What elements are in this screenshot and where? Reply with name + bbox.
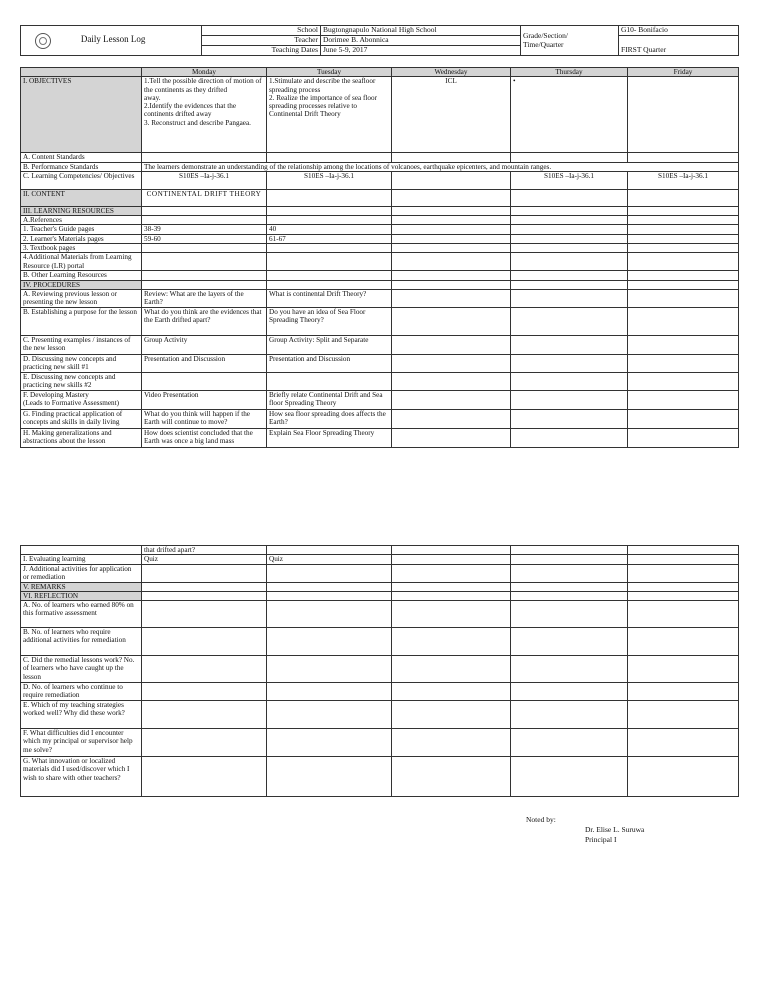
row-span-cell: The learners demonstrate an understanding of the relationship among the locations of volcanoes, earthquake epicenters, and mountain ranges.	[142, 162, 739, 171]
row-label: A. Content Standards	[21, 153, 142, 162]
day-cell-friday	[628, 253, 739, 271]
row-label: G. Finding practical application of concepts and skills in daily living	[21, 409, 142, 428]
day-cell-tuesday	[267, 591, 392, 600]
day-cell-monday	[142, 628, 267, 656]
day-cell-monday: S10ES –Ia-j-36.1	[142, 171, 267, 189]
day-cell-friday	[628, 582, 739, 591]
day-cell-thursday	[511, 409, 628, 428]
day-cell-friday	[628, 601, 739, 628]
day-cell-monday	[142, 271, 267, 280]
day-cell-friday	[628, 428, 739, 447]
day-cell-thursday	[511, 390, 628, 409]
day-cell-friday	[628, 153, 739, 162]
day-cell-wednesday	[392, 171, 511, 189]
day-cell-tuesday	[267, 153, 392, 162]
day-cell-tuesday: Presentation and Discussion	[267, 354, 392, 372]
table-row	[21, 729, 739, 757]
table-row	[21, 757, 739, 797]
row-label: VI. REFLECTION	[21, 591, 142, 600]
table-row	[21, 628, 739, 656]
day-cell-friday	[628, 234, 739, 243]
day-cell-friday	[628, 216, 739, 225]
noted-by-label: Noted by:	[526, 815, 556, 824]
row-label: F. What difficulties did I encounter which my principal or supervisor help me solve?	[21, 729, 142, 757]
principal-position: Principal I	[585, 835, 617, 844]
row-label: B. Other Learning Resources	[21, 271, 142, 280]
day-cell-thursday	[511, 656, 628, 683]
day-cell-tuesday	[267, 243, 392, 252]
row-label	[21, 546, 142, 555]
day-cell-thursday: S10ES –Ia-j-36.1	[511, 171, 628, 189]
row-label: B. No. of learners who require additional activities for remediation	[21, 628, 142, 656]
day-cell-friday	[628, 757, 739, 797]
day-header-wednesday: Wednesday	[392, 68, 511, 77]
lesson-table-page2	[20, 545, 739, 797]
table-row	[21, 225, 739, 234]
day-cell-wednesday	[392, 564, 511, 582]
day-cell-tuesday	[267, 372, 392, 390]
day-cell-friday	[628, 555, 739, 564]
row-label: C. Presenting examples / instances of the new lesson	[21, 335, 142, 354]
deped-seal-icon	[35, 33, 51, 49]
day-cell-wednesday: ICL	[392, 77, 511, 153]
grade-section-value: G10- Bonifacio	[619, 26, 739, 36]
row-label: D. No. of learners who continue to require remediation	[21, 683, 142, 701]
teacher-value: Dorimee B. Abonnica	[321, 36, 521, 46]
day-cell-monday	[142, 206, 267, 215]
day-cell-thursday	[511, 428, 628, 447]
day-header-monday: Monday	[142, 68, 267, 77]
day-cell-thursday	[511, 683, 628, 701]
day-cell-friday	[628, 206, 739, 215]
table-row	[21, 656, 739, 683]
table-row	[21, 243, 739, 252]
day-cell-monday: How does scientist concluded that the Earth was once a big land mass	[142, 428, 267, 447]
table-row	[21, 162, 739, 171]
day-cell-friday	[628, 189, 739, 206]
day-cell-tuesday: How sea floor spreading does affects the Earth?	[267, 409, 392, 428]
principal-name: Dr. Elise L. Suruwa	[585, 825, 645, 834]
table-row	[21, 428, 739, 447]
day-cell-friday	[628, 372, 739, 390]
day-cell-monday: that drifted apart?	[142, 546, 267, 555]
day-cell-thursday	[511, 335, 628, 354]
day-cell-monday	[142, 701, 267, 729]
day-cell-wednesday	[392, 189, 511, 206]
day-cell-thursday	[511, 601, 628, 628]
table-row	[21, 271, 739, 280]
day-cell-tuesday: Explain Sea Floor Spreading Theory	[267, 428, 392, 447]
teacher-label: Teacher	[202, 36, 321, 46]
row-label: A. Reviewing previous lesson or presenting the new lesson	[21, 289, 142, 307]
day-cell-friday	[628, 289, 739, 307]
day-cell-friday	[628, 546, 739, 555]
day-cell-thursday	[511, 253, 628, 271]
header-table	[20, 25, 739, 56]
day-cell-wednesday	[392, 555, 511, 564]
table-row	[21, 171, 739, 189]
row-label: III. LEARNING RESOURCES	[21, 206, 142, 215]
day-cell-tuesday	[267, 601, 392, 628]
day-cell-monday	[142, 729, 267, 757]
day-cell-tuesday	[267, 280, 392, 289]
day-cell-tuesday	[267, 546, 392, 555]
day-cell-monday: 38-39	[142, 225, 267, 234]
day-cell-wednesday	[392, 683, 511, 701]
day-cell-wednesday	[392, 628, 511, 656]
teaching-dates-value: June 5-9, 2017	[321, 46, 521, 56]
table-row	[21, 189, 739, 206]
day-cell-wednesday	[392, 409, 511, 428]
day-cell-thursday	[511, 546, 628, 555]
day-cell-tuesday: 1.Stimulate and describe the seafloor spreading process 2. Realize the importance of sea floor spreading processes relative to Continental Drift Theory	[267, 77, 392, 153]
day-cell-thursday	[511, 189, 628, 206]
day-cell-wednesday	[392, 354, 511, 372]
day-cell-thursday: •	[511, 77, 628, 153]
day-cell-thursday	[511, 307, 628, 335]
day-cell-wednesday	[392, 372, 511, 390]
header-title-cell	[21, 26, 202, 56]
day-cell-friday: S10ES –Ia-j-36.1	[628, 171, 739, 189]
table-row	[21, 601, 739, 628]
day-cell-wednesday	[392, 253, 511, 271]
day-cell-tuesday: Group Activity: Split and Separate	[267, 335, 392, 354]
day-cell-wednesday	[392, 234, 511, 243]
day-cell-monday	[142, 582, 267, 591]
day-cell-tuesday: Briefly relate Continental Drift and Sea floor Spreading Theory	[267, 390, 392, 409]
day-cell-friday	[628, 701, 739, 729]
page-title: Daily Lesson Log	[80, 34, 146, 45]
day-cell-friday	[628, 225, 739, 234]
day-cell-wednesday	[392, 582, 511, 591]
day-cell-tuesday	[267, 216, 392, 225]
day-cell-monday	[142, 757, 267, 797]
day-cell-monday	[142, 253, 267, 271]
day-cell-monday: 1.Tell the possible direction of motion of the continents as they drifted away. 2.Identify the evidences that the continents drifted away 3. Reconstruct and describe Pangaea.	[142, 77, 267, 153]
day-cell-thursday	[511, 271, 628, 280]
day-cell-monday	[142, 372, 267, 390]
row-label: 4.Additional Materials from Learning Resource (LR) portal	[21, 253, 142, 271]
day-cell-wednesday	[392, 225, 511, 234]
day-cell-wednesday	[392, 701, 511, 729]
day-cell-wednesday	[392, 289, 511, 307]
day-cell-monday	[142, 243, 267, 252]
day-cell-thursday	[511, 555, 628, 564]
day-cell-thursday	[511, 234, 628, 243]
day-cell-wednesday	[392, 280, 511, 289]
day-cell-monday	[142, 280, 267, 289]
table-row	[21, 335, 739, 354]
day-cell-tuesday	[267, 757, 392, 797]
row-label: 1. Teacher's Guide pages	[21, 225, 142, 234]
table-row	[21, 280, 739, 289]
row-label: I. OBJECTIVES	[21, 77, 142, 153]
day-cell-tuesday: Do you have an idea of Sea Floor Spreading Theory?	[267, 307, 392, 335]
day-cell-monday: 59-60	[142, 234, 267, 243]
day-cell-monday: Video Presentation	[142, 390, 267, 409]
row-label: D. Discussing new concepts and practicing new skill #1	[21, 354, 142, 372]
day-cell-wednesday	[392, 428, 511, 447]
day-cell-tuesday	[267, 683, 392, 701]
day-cell-monday	[142, 601, 267, 628]
table-row	[21, 372, 739, 390]
row-label: 2. Learner's Materials pages	[21, 234, 142, 243]
day-cell-tuesday: S10ES –Ia-j-36.1	[267, 171, 392, 189]
table-row	[21, 701, 739, 729]
day-cell-tuesday: 40	[267, 225, 392, 234]
day-cell-wednesday	[392, 656, 511, 683]
day-cell-friday	[628, 729, 739, 757]
table-row	[21, 683, 739, 701]
day-cell-thursday	[511, 628, 628, 656]
day-cell-thursday	[511, 243, 628, 252]
day-cell-friday	[628, 280, 739, 289]
day-cell-tuesday	[267, 729, 392, 757]
table-row	[21, 77, 739, 153]
day-cell-tuesday	[267, 253, 392, 271]
day-cell-friday	[628, 409, 739, 428]
day-cell-monday	[142, 564, 267, 582]
table-row	[21, 582, 739, 591]
day-cell-wednesday	[392, 206, 511, 215]
day-cell-friday	[628, 77, 739, 153]
table-row	[21, 354, 739, 372]
table-row	[21, 591, 739, 600]
day-cell-tuesday	[267, 206, 392, 215]
day-cell-wednesday	[392, 243, 511, 252]
day-cell-wednesday	[392, 546, 511, 555]
day-cell-monday: Quiz	[142, 555, 267, 564]
school-value: Bugtongnapulo National High School	[321, 26, 521, 36]
days-header-row	[21, 68, 739, 77]
day-cell-thursday	[511, 216, 628, 225]
day-cell-friday	[628, 307, 739, 335]
day-cell-wednesday	[392, 729, 511, 757]
row-label: A.References	[21, 216, 142, 225]
row-label: V. REMARKS	[21, 582, 142, 591]
day-cell-monday: What do you think are the evidences that the Earth drifted apart?	[142, 307, 267, 335]
day-cell-friday	[628, 243, 739, 252]
row-label: F. Developing Mastery (Leads to Formative Assessment)	[21, 390, 142, 409]
day-header-friday: Friday	[628, 68, 739, 77]
day-cell-monday	[142, 153, 267, 162]
day-cell-thursday	[511, 582, 628, 591]
school-label: School	[202, 26, 321, 36]
day-cell-tuesday	[267, 656, 392, 683]
day-cell-tuesday	[267, 271, 392, 280]
row-label: G. What innovation or localized materials did I used/discover which I wish to share with other teachers?	[21, 757, 142, 797]
row-label: I. Evaluating learning	[21, 555, 142, 564]
day-cell-monday	[142, 216, 267, 225]
day-cell-thursday	[511, 564, 628, 582]
day-cell-tuesday	[267, 564, 392, 582]
day-cell-monday: Group Activity	[142, 335, 267, 354]
table-row	[21, 307, 739, 335]
table-row	[21, 390, 739, 409]
day-cell-wednesday	[392, 601, 511, 628]
quarter-value: FIRST Quarter	[619, 36, 739, 56]
day-cell-tuesday	[267, 189, 392, 206]
day-cell-wednesday	[392, 591, 511, 600]
day-cell-tuesday	[267, 628, 392, 656]
table-row	[21, 206, 739, 215]
row-label: A. No. of learners who earned 80% on this formative assessment	[21, 601, 142, 628]
day-cell-friday	[628, 656, 739, 683]
day-cell-tuesday	[267, 701, 392, 729]
day-cell-wednesday	[392, 335, 511, 354]
table-row	[21, 564, 739, 582]
grade-label: Grade/Section/ Time/Quarter	[521, 26, 619, 56]
row-label: B. Establishing a purpose for the lesson	[21, 307, 142, 335]
day-cell-friday	[628, 683, 739, 701]
table-row	[21, 153, 739, 162]
day-cell-friday	[628, 390, 739, 409]
table-row	[21, 234, 739, 243]
day-cell-wednesday	[392, 307, 511, 335]
day-cell-thursday	[511, 280, 628, 289]
day-cell-thursday	[511, 701, 628, 729]
day-cell-wednesday	[392, 271, 511, 280]
day-cell-thursday	[511, 153, 628, 162]
day-cell-monday: CONTINENTAL DRIFT THEORY	[142, 189, 267, 206]
day-cell-thursday	[511, 591, 628, 600]
row-label: H. Making generalizations and abstractions about the lesson	[21, 428, 142, 447]
row-label: J. Additional activities for application or remediation	[21, 564, 142, 582]
day-cell-friday	[628, 591, 739, 600]
row-label: C. Learning Competencies/ Objectives	[21, 171, 142, 189]
day-cell-friday	[628, 335, 739, 354]
teaching-dates-label: Teaching Dates	[202, 46, 321, 56]
table-row	[21, 546, 739, 555]
table-row	[21, 409, 739, 428]
day-cell-friday	[628, 354, 739, 372]
day-cell-wednesday	[392, 153, 511, 162]
table-row	[21, 253, 739, 271]
day-cell-thursday	[511, 225, 628, 234]
row-label: C. Did the remedial lessons work? No. of learners who have caught up the lesson	[21, 656, 142, 683]
day-cell-tuesday: What is continental Drift Theory?	[267, 289, 392, 307]
row-label: II. CONTENT	[21, 189, 142, 206]
day-cell-monday: What do you think will happen if the Earth will continue to move?	[142, 409, 267, 428]
table-row	[21, 555, 739, 564]
day-cell-monday	[142, 683, 267, 701]
row-label: E. Which of my teaching strategies worked well? Why did these work?	[21, 701, 142, 729]
day-cell-monday	[142, 591, 267, 600]
day-cell-thursday	[511, 354, 628, 372]
day-cell-monday: Review: What are the layers of the Earth?	[142, 289, 267, 307]
day-cell-friday	[628, 628, 739, 656]
day-cell-tuesday: 61-67	[267, 234, 392, 243]
day-cell-thursday	[511, 289, 628, 307]
day-cell-friday	[628, 271, 739, 280]
lesson-table-page1	[20, 67, 739, 448]
day-cell-wednesday	[392, 757, 511, 797]
days-header-blank	[21, 68, 142, 77]
day-cell-tuesday	[267, 582, 392, 591]
table-row	[21, 289, 739, 307]
day-cell-friday	[628, 564, 739, 582]
day-header-tuesday: Tuesday	[267, 68, 392, 77]
day-cell-tuesday: Quiz	[267, 555, 392, 564]
table-row	[21, 216, 739, 225]
day-cell-wednesday	[392, 216, 511, 225]
day-cell-wednesday	[392, 390, 511, 409]
day-header-thursday: Thursday	[511, 68, 628, 77]
row-label: B. Performance Standards	[21, 162, 142, 171]
row-label: 3. Textbook pages	[21, 243, 142, 252]
row-label: IV. PROCEDURES	[21, 280, 142, 289]
day-cell-monday: Presentation and Discussion	[142, 354, 267, 372]
day-cell-thursday	[511, 729, 628, 757]
day-cell-monday	[142, 656, 267, 683]
day-cell-thursday	[511, 757, 628, 797]
day-cell-thursday	[511, 372, 628, 390]
day-cell-thursday	[511, 206, 628, 215]
row-label: E. Discussing new concepts and practicing new skills #2	[21, 372, 142, 390]
